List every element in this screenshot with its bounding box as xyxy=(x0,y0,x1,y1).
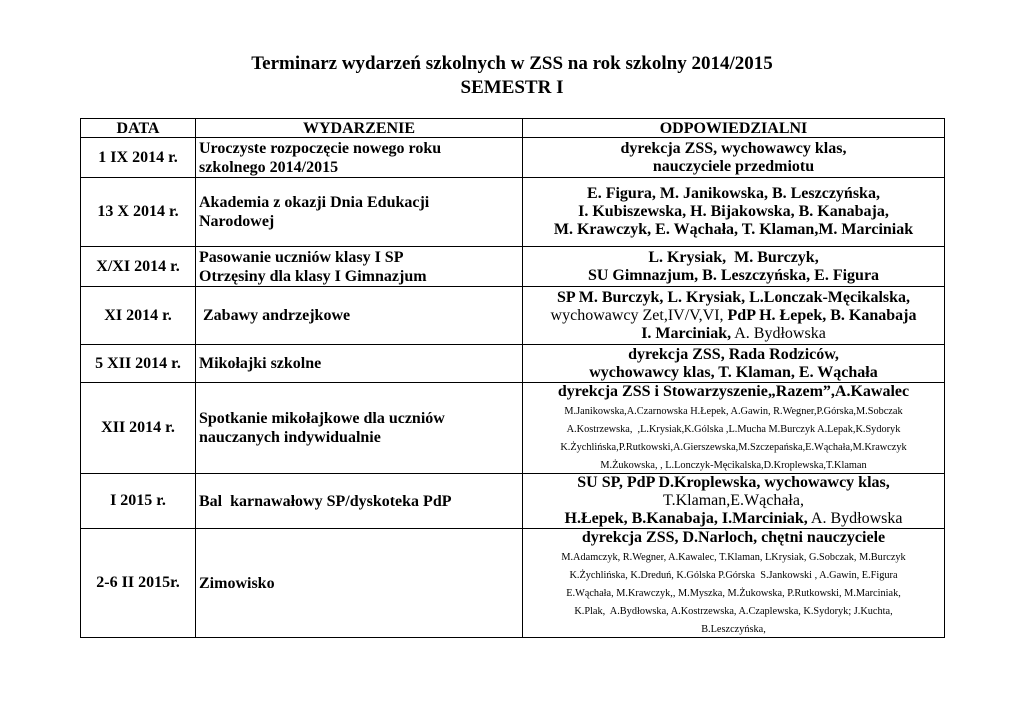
responsible-text: wychowawcy Zet,IV/V,VI, xyxy=(550,306,728,324)
responsible-line xyxy=(526,158,941,176)
page-title: Terminarz wydarzeń szkolnych w ZSS na rok szkolny 2014/2015 xyxy=(251,53,773,74)
responsible-line xyxy=(526,474,941,492)
event-line: szkolnego 2014/2015 xyxy=(199,158,339,176)
cell-responsible xyxy=(523,345,945,383)
cell-responsible xyxy=(523,287,945,345)
responsible-text: SP M. Burczyk, L. Krysiak, L.Lonczak-Męcikalska, xyxy=(556,288,911,306)
responsible-line xyxy=(526,401,941,419)
cell-responsible xyxy=(523,529,945,638)
header-responsible: ODPOWIEDZIALNI xyxy=(523,119,945,138)
event-line: nauczanych indywidualnie xyxy=(199,429,381,446)
responsible-line xyxy=(526,325,941,343)
cell-date: 2-6 II 2015r. xyxy=(81,529,196,638)
responsible-text: dyrekcja ZSS, D.Narloch, chętni nauczyciele xyxy=(581,529,886,546)
responsible-line xyxy=(526,419,941,437)
event-line: Zabawy andrzejkowe xyxy=(199,307,351,324)
events-table xyxy=(80,118,945,638)
responsible-line xyxy=(526,492,941,510)
responsible-text: M.Żukowska, , L.Lonczyk-Męcikalska,D.Kroplewska,T.Klaman xyxy=(600,460,867,471)
cell-event xyxy=(196,247,523,287)
responsible-text: A. Bydłowska xyxy=(807,510,903,527)
responsible-text: dyrekcja ZSS, Rada Rodziców, xyxy=(628,345,839,363)
table-row xyxy=(81,247,945,287)
responsible-text: T.Klaman,E.Wąchała, xyxy=(663,492,804,509)
cell-responsible xyxy=(523,247,945,287)
responsible-line xyxy=(526,140,941,158)
cell-responsible xyxy=(523,138,945,178)
responsible-text: dyrekcja ZSS i Stowarzyszenie„Razem”,A.Kawalec xyxy=(557,383,910,400)
responsible-text: H.Łepek, B.Kanabaja, I.Marciniak, xyxy=(564,510,808,527)
responsible-text: I. Marciniak, xyxy=(641,324,732,342)
responsible-line xyxy=(526,619,941,637)
table-row xyxy=(81,474,945,529)
cell-date: 5 XII 2014 r. xyxy=(81,345,196,383)
responsible-text: wychowawcy klas, T. Klaman, E. Wąchała xyxy=(589,363,878,381)
table-row xyxy=(81,178,945,247)
responsible-text: PdP H. Łepek, B. Kanabaja xyxy=(727,306,917,324)
responsible-line xyxy=(526,529,941,547)
page-subtitle: SEMESTR I xyxy=(460,77,564,98)
table-body xyxy=(81,138,945,638)
responsible-text: K.Żychlińska,P.Rutkowski,A.Gierszewska,M.Szczepańska,E.Wąchała,M.Krawczyk xyxy=(560,442,907,453)
responsible-line xyxy=(526,221,941,239)
responsible-line xyxy=(526,437,941,455)
cell-responsible xyxy=(523,474,945,529)
responsible-line xyxy=(526,601,941,619)
responsible-text: K.Żychlińska, K.Dreduń, K.Gólska P.Górska S.Jankowski , A.Gawin, E.Figura xyxy=(569,570,898,581)
cell-responsible xyxy=(523,383,945,474)
cell-event xyxy=(196,138,523,178)
responsible-text: E.Wąchała, M.Krawczyk,, M.Myszka, M.Żukowska, P.Rutkowski, M.Marciniak, xyxy=(566,588,901,599)
responsible-text: M.Adamczyk, R.Wegner, A.Kawalec, T.Klaman, LKrysiak, G.Sobczak, M.Burczyk xyxy=(561,552,906,563)
table-row xyxy=(81,383,945,474)
header-event: WYDARZENIE xyxy=(196,119,523,138)
cell-date: XII 2014 r. xyxy=(81,383,196,474)
table-row xyxy=(81,287,945,345)
responsible-line xyxy=(526,583,941,601)
responsible-line xyxy=(526,364,941,382)
event-line: Uroczyste rozpoczęcie nowego roku xyxy=(199,139,442,157)
responsible-text: L. Krysiak, M. Burczyk, xyxy=(648,248,819,266)
responsible-text: B.Leszczyńska, xyxy=(701,624,766,635)
responsible-line xyxy=(526,203,941,221)
cell-event xyxy=(196,383,523,474)
event-line: Zimowisko xyxy=(199,574,275,592)
responsible-text: E. Figura, M. Janikowska, B. Leszczyńska, xyxy=(587,185,880,202)
table-row xyxy=(81,345,945,383)
responsible-line xyxy=(526,289,941,307)
header-date: DATA xyxy=(81,119,196,138)
cell-date: 13 X 2014 r. xyxy=(81,178,196,247)
cell-date: 1 IX 2014 r. xyxy=(81,138,196,178)
responsible-text: SU SP, PdP D.Kroplewska, wychowawcy klas, xyxy=(577,474,890,491)
responsible-line xyxy=(526,565,941,583)
event-line: Narodowej xyxy=(199,213,275,230)
cell-date: X/XI 2014 r. xyxy=(81,247,196,287)
responsible-text: M. Krawczyk, E. Wąchała, T. Klaman,M. Marciniak xyxy=(553,221,914,238)
responsible-text: A. Bydłowska xyxy=(731,324,826,342)
responsible-line xyxy=(526,510,941,528)
responsible-text: nauczyciele przedmiotu xyxy=(652,157,815,175)
table-row xyxy=(81,529,945,638)
responsible-text: A.Kostrzewska, ,L.Krysiak,K.Gólska ,L.Mucha M.Burczyk A.Lepak,K.Sydoryk xyxy=(566,424,901,435)
responsible-text: M.Janikowska,A.Czarnowska H.Łepek, A.Gawin, R.Wegner,P.Górska,M.Sobczak xyxy=(564,406,903,417)
responsible-text: K.Plak, A.Bydłowska, A.Kostrzewska, A.Czaplewska, K.Sydoryk; J.Kuchta, xyxy=(574,606,893,617)
event-line: Akademia z okazji Dnia Edukacji xyxy=(199,194,430,211)
event-line: Otrzęsiny dla klasy I Gimnazjum xyxy=(199,267,427,285)
responsible-line xyxy=(526,185,941,203)
responsible-text: I. Kubiszewska, H. Bijakowska, B. Kanabaja, xyxy=(578,203,889,220)
cell-responsible xyxy=(523,178,945,247)
table-header-row xyxy=(81,119,945,138)
cell-date: XI 2014 r. xyxy=(81,287,196,345)
cell-event xyxy=(196,178,523,247)
event-line: Pasowanie uczniów klasy I SP xyxy=(199,248,404,266)
responsible-line xyxy=(526,455,941,473)
responsible-line xyxy=(526,346,941,364)
responsible-line xyxy=(526,249,941,267)
responsible-text: dyrekcja ZSS, wychowawcy klas, xyxy=(620,139,847,157)
responsible-line xyxy=(526,383,941,401)
cell-event xyxy=(196,529,523,638)
cell-event xyxy=(196,474,523,529)
responsible-text: SU Gimnazjum, B. Leszczyńska, E. Figura xyxy=(587,266,880,284)
cell-date: I 2015 r. xyxy=(81,474,196,529)
cell-event xyxy=(196,345,523,383)
event-line: Bal karnawałowy SP/dyskoteka PdP xyxy=(199,492,452,510)
event-line: Mikołajki szkolne xyxy=(199,355,322,372)
event-line: Spotkanie mikołajkowe dla uczniów xyxy=(199,410,445,427)
responsible-line xyxy=(526,307,941,325)
table-row xyxy=(81,138,945,178)
responsible-line xyxy=(526,267,941,285)
responsible-line xyxy=(526,547,941,565)
cell-event xyxy=(196,287,523,345)
